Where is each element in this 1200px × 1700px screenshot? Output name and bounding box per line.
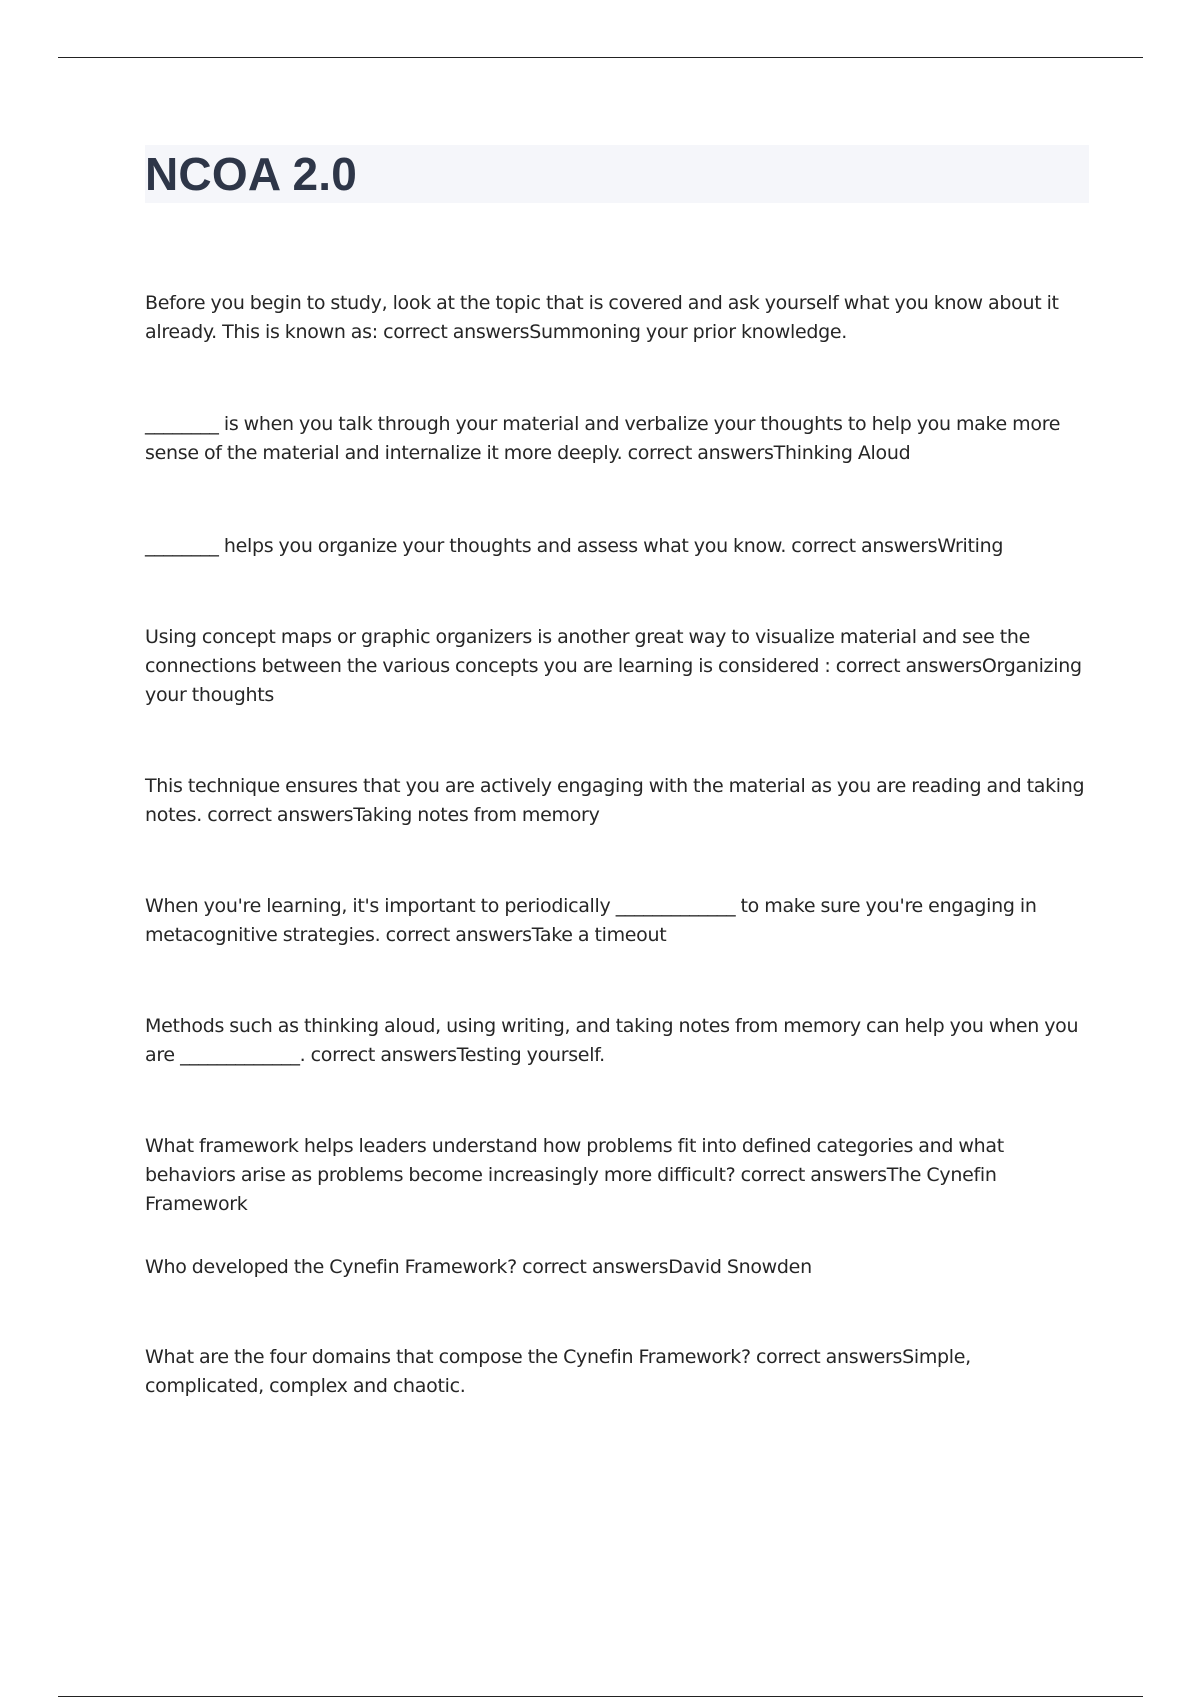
answer-label: correct answers bbox=[735, 1164, 887, 1186]
question-text: Using concept maps or graphic organizers is another great way to visualize material and see the connections between the various concepts you are learning is considered : bbox=[145, 626, 1030, 677]
question-text: When you're learning, it's important to periodically _____________ to make sure you're engaging in metacognitive strategies. bbox=[145, 895, 1037, 946]
answer-label: correct answers bbox=[201, 804, 354, 826]
page-title: NCOA 2.0 bbox=[145, 148, 358, 200]
answer-text: Organizing your thoughts bbox=[145, 655, 1082, 706]
qa-item-9 bbox=[145, 1253, 1085, 1282]
question-text: This technique ensures that you are actively engaging with the material as you are reading and taking notes. bbox=[145, 775, 1085, 826]
top-divider bbox=[58, 57, 1143, 58]
answer-text: Summoning your prior knowledge. bbox=[529, 321, 848, 343]
answer-label: correct answers bbox=[516, 1256, 669, 1278]
qa-item-5 bbox=[145, 772, 1085, 830]
answer-text: Thinking Aloud bbox=[773, 442, 911, 464]
answer-label: correct answers bbox=[305, 1044, 457, 1066]
answer-text: Writing bbox=[937, 535, 1004, 557]
answer-label: correct answers bbox=[750, 1346, 903, 1368]
question-text: Who developed the Cynefin Framework? bbox=[145, 1256, 517, 1278]
answer-label: correct answers bbox=[377, 321, 530, 343]
answer-label: correct answers bbox=[786, 535, 938, 557]
question-text: What framework helps leaders understand how problems fit into defined categories and what behaviors arise as problems become increasingly more difficult? bbox=[145, 1135, 1004, 1186]
answer-label: correct answers bbox=[622, 442, 774, 464]
qa-item-8 bbox=[145, 1132, 1085, 1219]
question-text: Before you begin to study, look at the topic that is covered and ask yourself what you know about it already. This is known as: bbox=[145, 292, 1059, 343]
question-text: Methods such as thinking aloud, using writing, and taking notes from memory can help you when you are _____________. bbox=[145, 1015, 1079, 1066]
question-text: What are the four domains that compose the Cynefin Framework? bbox=[145, 1346, 751, 1368]
qa-item-6 bbox=[145, 892, 1085, 950]
bottom-divider bbox=[58, 1696, 1143, 1697]
answer-text: Testing yourself. bbox=[456, 1044, 605, 1066]
qa-item-3 bbox=[145, 532, 1085, 561]
qa-item-10 bbox=[145, 1343, 1085, 1401]
question-text: ________ helps you organize your thoughts and assess what you know. bbox=[145, 535, 787, 557]
qa-item-1 bbox=[145, 289, 1085, 347]
answer-label: correct answers bbox=[830, 655, 982, 677]
title-band bbox=[145, 145, 1089, 203]
answer-label: correct answers bbox=[380, 924, 532, 946]
answer-text: Taking notes from memory bbox=[353, 804, 600, 826]
qa-item-2 bbox=[145, 410, 1085, 468]
answer-text: Simple, complicated, complex and chaotic. bbox=[145, 1346, 971, 1397]
answer-text: The Cynefin Framework bbox=[145, 1164, 997, 1215]
qa-item-4 bbox=[145, 623, 1085, 710]
question-text: ________ is when you talk through your material and verbalize your thoughts to help you make more sense of the material and internalize it more deeply. bbox=[145, 413, 1061, 464]
answer-text: David Snowden bbox=[668, 1256, 812, 1278]
answer-text: Take a timeout bbox=[531, 924, 667, 946]
qa-item-7 bbox=[145, 1012, 1085, 1070]
